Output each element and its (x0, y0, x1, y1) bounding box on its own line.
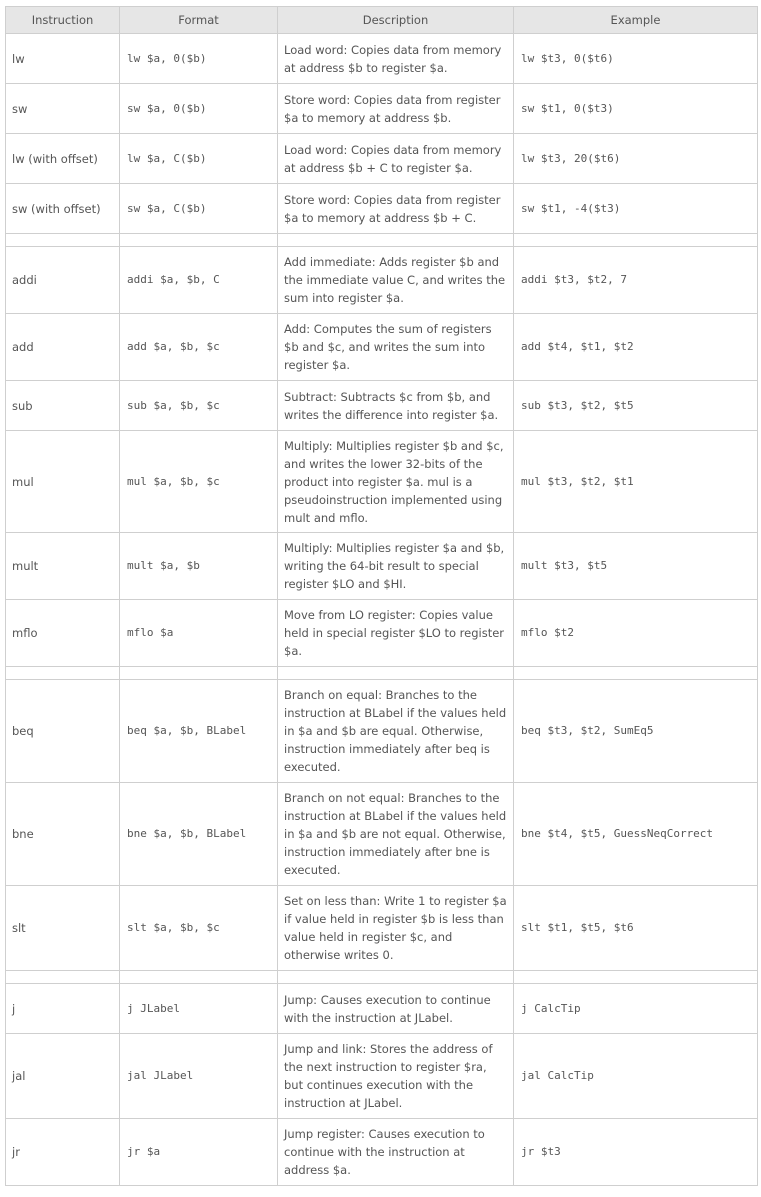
header-instruction: Instruction (6, 7, 120, 34)
description-cell: Branch on equal: Branches to the instruction at BLabel if the values held in $a and $b are equal. Otherwise, instruction immediately after beq is executed. (278, 680, 514, 783)
description-cell: Multiply: Multiplies register $b and $c, and writes the lower 32-bits of the product into register $a. mul is a pseudoinstruction implemented using mult and mflo. (278, 431, 514, 533)
spacer-cell (278, 667, 514, 680)
example-cell: sw $t1, -4($t3) (514, 184, 758, 234)
instruction-cell: sw (6, 84, 120, 134)
description-cell: Multiply: Multiplies register $a and $b, writing the 64-bit result to special register $LO and $HI. (278, 533, 514, 600)
description-cell: Add: Computes the sum of registers $b and $c, and writes the sum into register $a. (278, 314, 514, 381)
format-cell: jal JLabel (120, 1034, 278, 1119)
description-cell: Store word: Copies data from register $a to memory at address $b + C. (278, 184, 514, 234)
spacer-cell (514, 667, 758, 680)
description-cell: Jump and link: Stores the address of the next instruction to register $ra, but continues execution with the instruction at JLabel. (278, 1034, 514, 1119)
table-row (6, 886, 758, 971)
instruction-cell: lw (6, 34, 120, 84)
spacer-cell (6, 667, 120, 680)
instruction-table (5, 6, 758, 1186)
header-row (6, 7, 758, 34)
format-cell: sw $a, 0($b) (120, 84, 278, 134)
format-cell: lw $a, C($b) (120, 134, 278, 184)
example-cell: add $t4, $t1, $t2 (514, 314, 758, 381)
example-cell: slt $t1, $t5, $t6 (514, 886, 758, 971)
example-cell: jal CalcTip (514, 1034, 758, 1119)
format-cell: sw $a, C($b) (120, 184, 278, 234)
spacer-cell (278, 971, 514, 984)
example-cell: sw $t1, 0($t3) (514, 84, 758, 134)
instruction-cell: lw (with offset) (6, 134, 120, 184)
instruction-cell: sw (with offset) (6, 184, 120, 234)
instruction-cell: slt (6, 886, 120, 971)
format-cell: j JLabel (120, 984, 278, 1034)
description-cell: Subtract: Subtracts $c from $b, and writes the difference into register $a. (278, 381, 514, 431)
instruction-cell: mul (6, 431, 120, 533)
spacer-cell (514, 234, 758, 247)
description-cell: Branch on not equal: Branches to the instruction at BLabel if the values held in $a and $b are not equal. Otherwise, instruction immediately after bne is executed. (278, 783, 514, 886)
table-row (6, 533, 758, 600)
description-cell: Add immediate: Adds register $b and the immediate value C, and writes the sum into register $a. (278, 247, 514, 314)
example-cell: mflo $t2 (514, 600, 758, 667)
table-row (6, 783, 758, 886)
format-cell: bne $a, $b, BLabel (120, 783, 278, 886)
format-cell: sub $a, $b, $c (120, 381, 278, 431)
example-cell: jr $t3 (514, 1119, 758, 1186)
format-cell: beq $a, $b, BLabel (120, 680, 278, 783)
format-cell: mult $a, $b (120, 533, 278, 600)
instruction-cell: j (6, 984, 120, 1034)
table-row (6, 984, 758, 1034)
spacer-cell (278, 234, 514, 247)
example-cell: addi $t3, $t2, 7 (514, 247, 758, 314)
description-cell: Jump: Causes execution to continue with the instruction at JLabel. (278, 984, 514, 1034)
example-cell: bne $t4, $t5, GuessNeqCorrect (514, 783, 758, 886)
instruction-cell: bne (6, 783, 120, 886)
header-example: Example (514, 7, 758, 34)
table-row (6, 431, 758, 533)
spacer-cell (6, 971, 120, 984)
spacer-cell (120, 971, 278, 984)
example-cell: beq $t3, $t2, SumEq5 (514, 680, 758, 783)
format-cell: lw $a, 0($b) (120, 34, 278, 84)
example-cell: mult $t3, $t5 (514, 533, 758, 600)
description-cell: Load word: Copies data from memory at address $b + C to register $a. (278, 134, 514, 184)
format-cell: addi $a, $b, C (120, 247, 278, 314)
example-cell: mul $t3, $t2, $t1 (514, 431, 758, 533)
format-cell: slt $a, $b, $c (120, 886, 278, 971)
table-row (6, 1034, 758, 1119)
description-cell: Store word: Copies data from register $a to memory at address $b. (278, 84, 514, 134)
spacer-cell (120, 667, 278, 680)
spacer-row (6, 234, 758, 247)
example-cell: lw $t3, 20($t6) (514, 134, 758, 184)
table-row (6, 314, 758, 381)
table-row (6, 680, 758, 783)
table-row (6, 600, 758, 667)
spacer-cell (6, 234, 120, 247)
spacer-row (6, 971, 758, 984)
example-cell: lw $t3, 0($t6) (514, 34, 758, 84)
instruction-cell: addi (6, 247, 120, 314)
instruction-cell: jr (6, 1119, 120, 1186)
table-row (6, 34, 758, 84)
format-cell: jr $a (120, 1119, 278, 1186)
format-cell: mul $a, $b, $c (120, 431, 278, 533)
description-cell: Jump register: Causes execution to continue with the instruction at address $a. (278, 1119, 514, 1186)
example-cell: sub $t3, $t2, $t5 (514, 381, 758, 431)
header-format: Format (120, 7, 278, 34)
spacer-cell (514, 971, 758, 984)
spacer-cell (120, 234, 278, 247)
format-cell: mflo $a (120, 600, 278, 667)
table-row (6, 134, 758, 184)
header-description: Description (278, 7, 514, 34)
table-row (6, 381, 758, 431)
table-row (6, 84, 758, 134)
table-row (6, 184, 758, 234)
description-cell: Load word: Copies data from memory at address $b to register $a. (278, 34, 514, 84)
example-cell: j CalcTip (514, 984, 758, 1034)
table-row (6, 247, 758, 314)
instruction-cell: jal (6, 1034, 120, 1119)
instruction-cell: beq (6, 680, 120, 783)
instruction-cell: mflo (6, 600, 120, 667)
spacer-row (6, 667, 758, 680)
description-cell: Move from LO register: Copies value held in special register $LO to register $a. (278, 600, 514, 667)
instruction-cell: sub (6, 381, 120, 431)
instruction-cell: add (6, 314, 120, 381)
table-row (6, 1119, 758, 1186)
instruction-cell: mult (6, 533, 120, 600)
description-cell: Set on less than: Write 1 to register $a if value held in register $b is less than value held in register $c, and otherwise writes 0. (278, 886, 514, 971)
format-cell: add $a, $b, $c (120, 314, 278, 381)
